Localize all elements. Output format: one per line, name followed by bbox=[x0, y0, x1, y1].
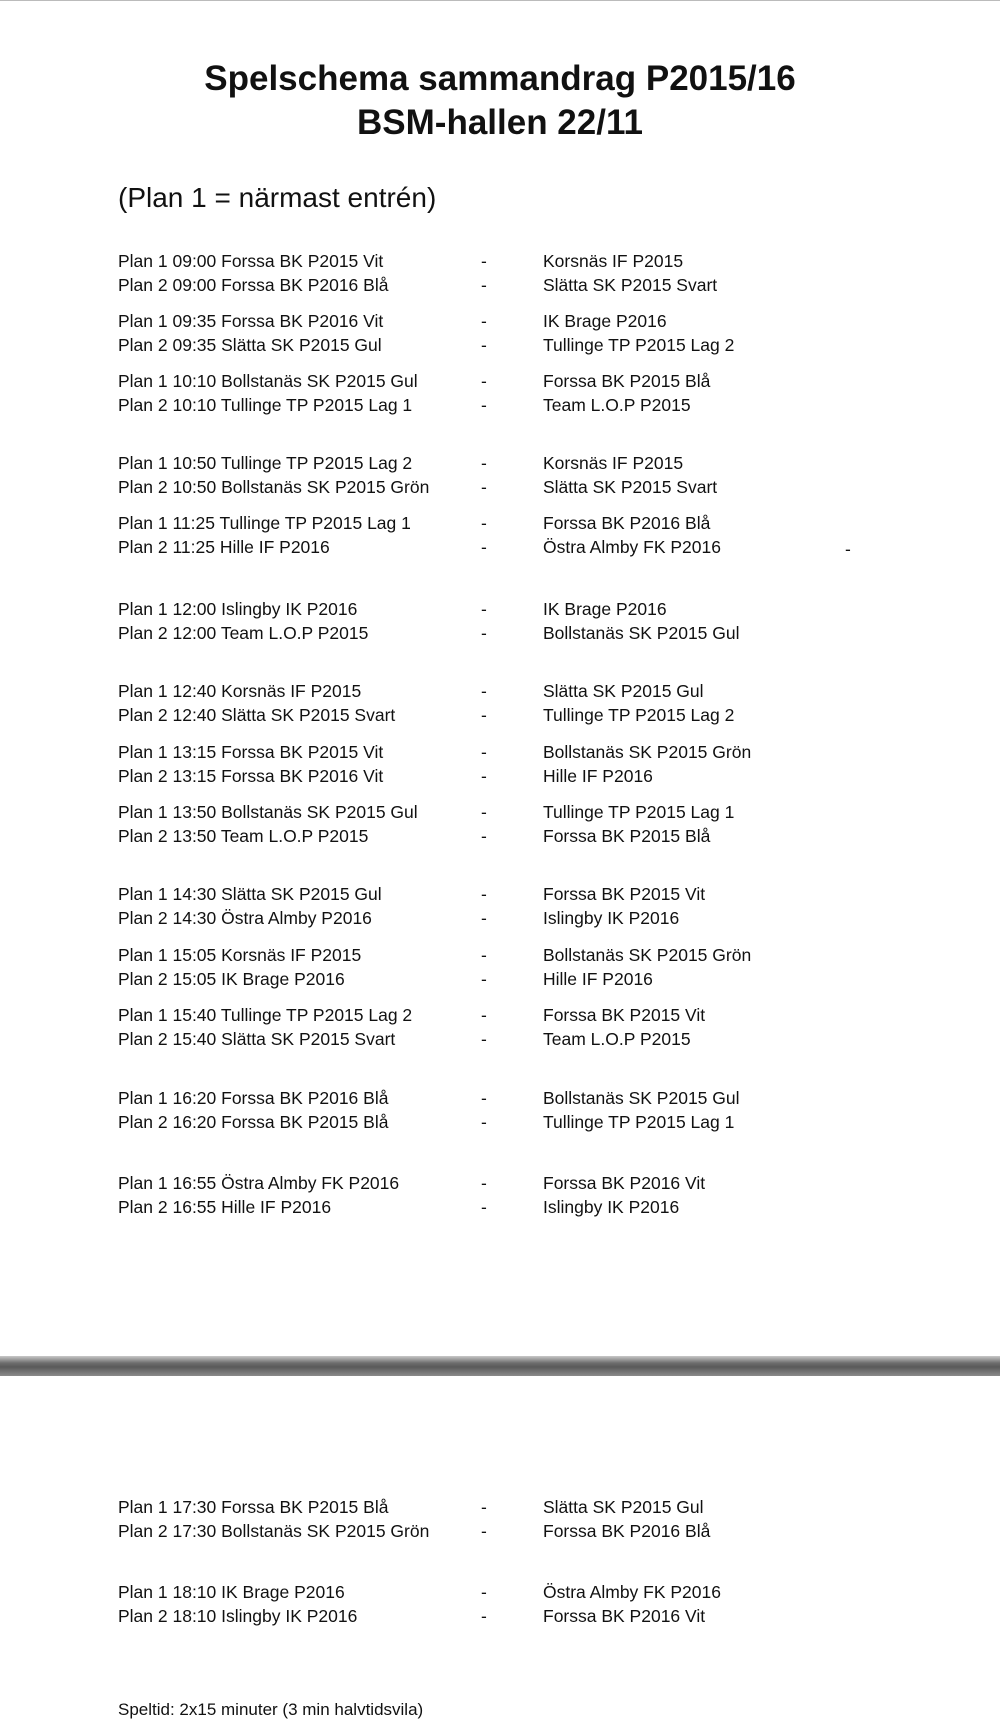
match-away-team: Korsnäs IF P2015 bbox=[543, 453, 684, 473]
match-separator: - bbox=[481, 477, 487, 497]
match-time-home: Plan 1 13:50 Bollstanäs SK P2015 Gul bbox=[118, 802, 418, 822]
match-separator: - bbox=[481, 1197, 487, 1217]
match-separator: - bbox=[481, 766, 487, 786]
match-away-team: Tullinge TP P2015 Lag 1 bbox=[543, 802, 735, 822]
match-away-team: Östra Almby FK P2016 bbox=[543, 537, 721, 557]
match-away-team: Team L.O.P P2015 bbox=[543, 1029, 691, 1049]
match-away-team: Bollstanäs SK P2015 Gul bbox=[543, 623, 740, 643]
match-time-home: Plan 2 12:00 Team L.O.P P2015 bbox=[118, 623, 369, 643]
page-break bbox=[0, 1356, 1000, 1376]
match-time-home: Plan 2 13:50 Team L.O.P P2015 bbox=[118, 826, 369, 846]
match-away-team: Tullinge TP P2015 Lag 2 bbox=[543, 335, 735, 355]
match-away-team: Tullinge TP P2015 Lag 1 bbox=[543, 1112, 735, 1132]
match-time-home: Plan 1 17:30 Forssa BK P2015 Blå bbox=[118, 1497, 389, 1517]
match-separator: - bbox=[481, 335, 487, 355]
match-time-home: Plan 2 09:35 Slätta SK P2015 Gul bbox=[118, 335, 382, 355]
match-away-team: Bollstanäs SK P2015 Grön bbox=[543, 945, 752, 965]
match-away-team: Bollstanäs SK P2015 Gul bbox=[543, 1088, 740, 1108]
match-time-home: Plan 2 14:30 Östra Almby P2016 bbox=[118, 908, 372, 928]
stray-dash: - bbox=[845, 539, 851, 559]
match-time-home: Plan 2 16:20 Forssa BK P2015 Blå bbox=[118, 1112, 389, 1132]
match-time-home: Plan 1 15:40 Tullinge TP P2015 Lag 2 bbox=[118, 1005, 413, 1025]
match-away-team: Forssa BK P2015 Blå bbox=[543, 826, 711, 846]
match-separator: - bbox=[481, 371, 487, 391]
match-time-home: Plan 1 13:15 Forssa BK P2015 Vit bbox=[118, 742, 384, 762]
match-away-team: Forssa BK P2016 Vit bbox=[543, 1606, 706, 1626]
match-time-home: Plan 2 13:15 Forssa BK P2016 Vit bbox=[118, 766, 384, 786]
match-away-team: Östra Almby FK P2016 bbox=[543, 1582, 721, 1602]
match-away-team: Islingby IK P2016 bbox=[543, 1197, 680, 1217]
match-time-home: Plan 1 12:40 Korsnäs IF P2015 bbox=[118, 681, 362, 701]
match-separator: - bbox=[481, 1173, 487, 1193]
match-away-team: Islingby IK P2016 bbox=[543, 908, 680, 928]
match-away-team: IK Brage P2016 bbox=[543, 599, 667, 619]
match-separator: - bbox=[481, 395, 487, 415]
match-away-team: Forssa BK P2016 Blå bbox=[543, 1521, 711, 1541]
match-separator: - bbox=[481, 969, 487, 989]
page-2 bbox=[0, 1376, 1000, 1730]
match-time-home: Plan 2 16:55 Hille IF P2016 bbox=[118, 1197, 332, 1217]
match-separator: - bbox=[481, 884, 487, 904]
match-away-team: Slätta SK P2015 Svart bbox=[543, 275, 718, 295]
match-separator: - bbox=[481, 1521, 487, 1541]
match-time-home: Plan 1 14:30 Slätta SK P2015 Gul bbox=[118, 884, 382, 904]
match-separator: - bbox=[481, 705, 487, 725]
match-time-home: Plan 2 12:40 Slätta SK P2015 Svart bbox=[118, 705, 396, 725]
match-time-home: Plan 1 10:50 Tullinge TP P2015 Lag 2 bbox=[118, 453, 413, 473]
match-time-home: Plan 2 10:10 Tullinge TP P2015 Lag 1 bbox=[118, 395, 413, 415]
match-separator: - bbox=[481, 945, 487, 965]
match-separator: - bbox=[481, 311, 487, 331]
match-separator: - bbox=[481, 742, 487, 762]
match-time-home: Plan 1 11:25 Tullinge TP P2015 Lag 1 bbox=[118, 513, 411, 533]
match-separator: - bbox=[481, 513, 487, 533]
match-away-team: Forssa BK P2016 Vit bbox=[543, 1173, 706, 1193]
game-time-note: Speltid: 2x15 minuter (3 min halvtidsvila) bbox=[118, 1700, 424, 1719]
match-time-home: Plan 1 16:55 Östra Almby FK P2016 bbox=[118, 1173, 400, 1193]
match-time-home: Plan 2 15:05 IK Brage P2016 bbox=[118, 969, 345, 989]
match-away-team: Hille IF P2016 bbox=[543, 969, 653, 989]
match-away-team: Slätta SK P2015 Gul bbox=[543, 1497, 704, 1517]
match-separator: - bbox=[481, 1029, 487, 1049]
match-separator: - bbox=[481, 1005, 487, 1025]
match-away-team: Tullinge TP P2015 Lag 2 bbox=[543, 705, 735, 725]
match-time-home: Plan 1 09:00 Forssa BK P2015 Vit bbox=[118, 251, 384, 271]
match-time-home: Plan 1 15:05 Korsnäs IF P2015 bbox=[118, 945, 362, 965]
match-time-home: Plan 2 10:50 Bollstanäs SK P2015 Grön bbox=[118, 477, 430, 497]
match-separator: - bbox=[481, 826, 487, 846]
match-separator: - bbox=[481, 537, 487, 557]
match-separator: - bbox=[481, 599, 487, 619]
match-separator: - bbox=[481, 251, 487, 271]
match-time-home: Plan 2 18:10 Islingby IK P2016 bbox=[118, 1606, 358, 1626]
match-time-home: Plan 1 18:10 IK Brage P2016 bbox=[118, 1582, 345, 1602]
match-time-home: Plan 1 10:10 Bollstanäs SK P2015 Gul bbox=[118, 371, 418, 391]
match-away-team: Forssa BK P2015 Vit bbox=[543, 1005, 706, 1025]
match-separator: - bbox=[481, 1606, 487, 1626]
match-away-team: Slätta SK P2015 Gul bbox=[543, 681, 704, 701]
match-time-home: Plan 2 09:00 Forssa BK P2016 Blå bbox=[118, 275, 389, 295]
match-separator: - bbox=[481, 908, 487, 928]
match-separator: - bbox=[481, 1582, 487, 1602]
match-separator: - bbox=[481, 681, 487, 701]
match-separator: - bbox=[481, 1088, 487, 1108]
match-away-team: Forssa BK P2016 Blå bbox=[543, 513, 711, 533]
match-time-home: Plan 2 15:40 Slätta SK P2015 Svart bbox=[118, 1029, 396, 1049]
match-away-team: Team L.O.P P2015 bbox=[543, 395, 691, 415]
match-away-team: IK Brage P2016 bbox=[543, 311, 667, 331]
match-away-team: Slätta SK P2015 Svart bbox=[543, 477, 718, 497]
match-time-home: Plan 2 11:25 Hille IF P2016 bbox=[118, 537, 330, 557]
match-separator: - bbox=[481, 1112, 487, 1132]
match-away-team: Korsnäs IF P2015 bbox=[543, 251, 684, 271]
match-time-home: Plan 2 17:30 Bollstanäs SK P2015 Grön bbox=[118, 1521, 430, 1541]
match-separator: - bbox=[481, 453, 487, 473]
page-title: Spelschema sammandrag P2015/16 bbox=[204, 59, 796, 98]
plan-note: (Plan 1 = närmast entrén) bbox=[118, 182, 437, 213]
match-away-team: Bollstanäs SK P2015 Grön bbox=[543, 742, 752, 762]
match-time-home: Plan 1 16:20 Forssa BK P2016 Blå bbox=[118, 1088, 389, 1108]
page-subtitle-venue: BSM-hallen 22/11 bbox=[357, 103, 643, 142]
match-away-team: Forssa BK P2015 Vit bbox=[543, 884, 706, 904]
match-time-home: Plan 1 12:00 Islingby IK P2016 bbox=[118, 599, 358, 619]
match-separator: - bbox=[481, 623, 487, 643]
match-separator: - bbox=[481, 802, 487, 822]
match-separator: - bbox=[481, 275, 487, 295]
match-away-team: Hille IF P2016 bbox=[543, 766, 653, 786]
match-separator: - bbox=[481, 1497, 487, 1517]
match-away-team: Forssa BK P2015 Blå bbox=[543, 371, 711, 391]
match-time-home: Plan 1 09:35 Forssa BK P2016 Vit bbox=[118, 311, 384, 331]
